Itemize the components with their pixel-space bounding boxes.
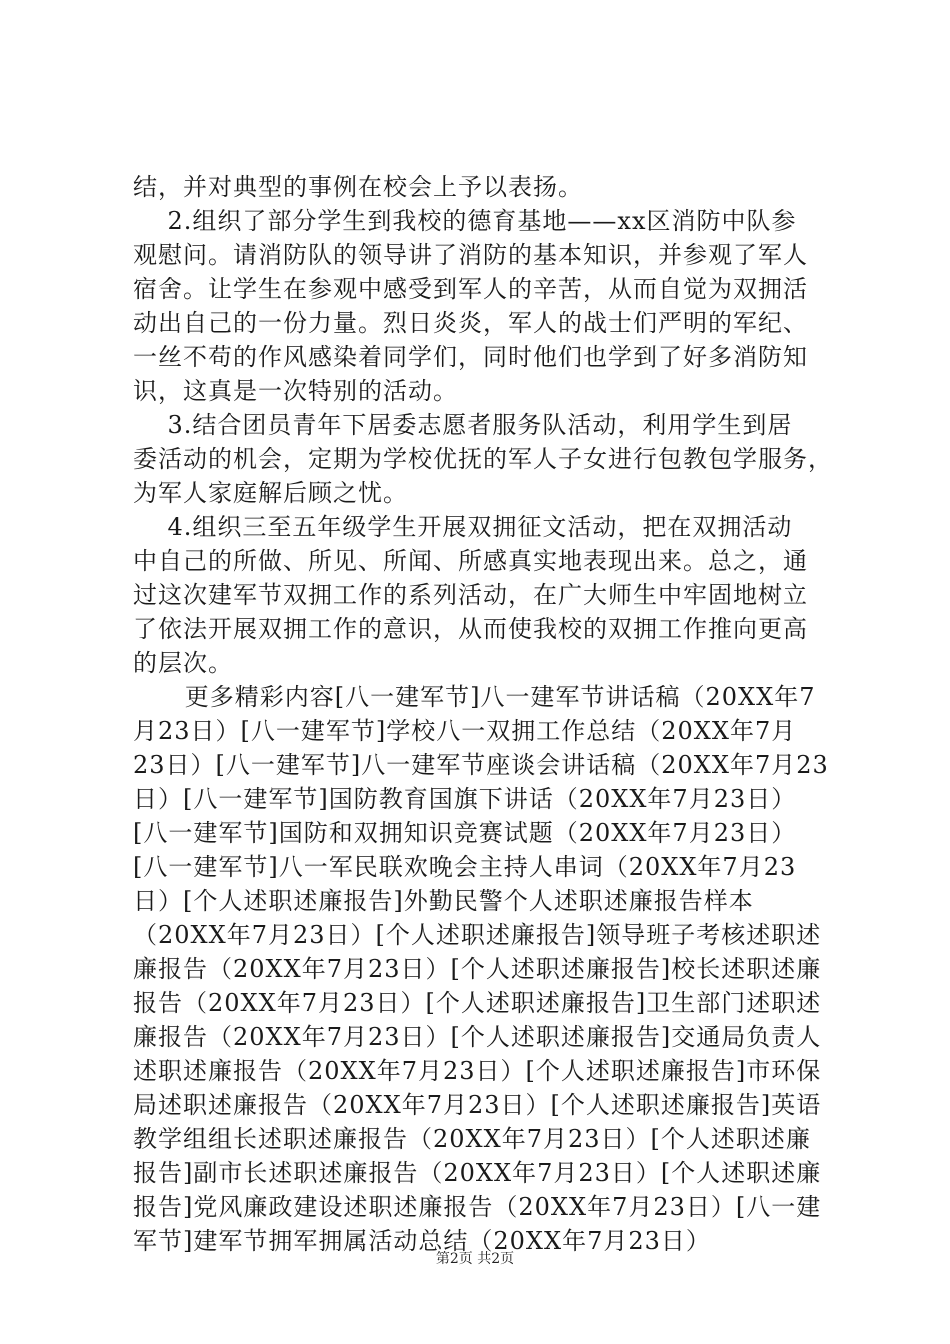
text-line: 动出自己的一份力量。烈日炎炎，军人的战士们严明的军纪、	[133, 309, 808, 337]
text-line: 廉报告（20XX年7月23日）[个人述职述廉报告]校长述职述廉	[133, 955, 822, 983]
text-line: 中自己的所做、所见、所闻、所感真实地表现出来。总之，通	[133, 547, 808, 575]
text-line: 过这次建军节双拥工作的系列活动，在广大师生中牢固地树立	[133, 581, 808, 609]
text-line: 更多精彩内容[八一建军节]八一建军节讲话稿（20XX年7	[133, 683, 816, 711]
text-line: 4.组织三至五年级学生开展双拥征文活动，把在双拥活动	[133, 513, 793, 541]
text-line: 一丝不苟的作风感染着同学们，同时他们也学到了好多消防知	[133, 343, 808, 371]
text-line: 3.结合团员青年下居委志愿者服务队活动，利用学生到居	[133, 411, 793, 439]
text-line: 结，并对典型的事例在校会上予以表扬。	[133, 173, 583, 201]
page-footer	[0, 1248, 950, 1268]
text-line: 为军人家庭解后顾之忧。	[133, 479, 408, 507]
text-line: 报告（20XX年7月23日）[个人述职述廉报告]卫生部门述职述	[133, 989, 822, 1017]
text-line: 军节]建军节拥军拥属活动总结（20XX年7月23日）	[133, 1227, 711, 1255]
text-line: 日）[八一建军节]国防教育国旗下讲话（20XX年7月23日）	[133, 785, 797, 813]
text-line: 23日）[八一建军节]八一建军节座谈会讲话稿（20XX年7月23	[133, 751, 829, 779]
text-line: （20XX年7月23日）[个人述职述廉报告]领导班子考核述职述	[133, 921, 822, 949]
text-line: 月23日）[八一建军节]学校八一双拥工作总结（20XX年7月	[133, 717, 797, 745]
text-line: 教学组组长述职述廉报告（20XX年7月23日）[个人述职述廉	[133, 1125, 811, 1153]
text-line: 识，这真是一次特别的活动。	[133, 377, 458, 405]
text-line: 报告]党风廉政建设述职述廉报告（20XX年7月23日）[八一建	[133, 1193, 822, 1221]
text-line: 宿舍。让学生在参观中感受到军人的辛苦，从而自觉为双拥活	[133, 275, 808, 303]
text-line: 报告]副市长述职述廉报告（20XX年7月23日）[个人述职述廉	[133, 1159, 822, 1187]
text-line: 了依法开展双拥工作的意识，从而使我校的双拥工作推向更高	[133, 615, 808, 643]
text-line: [八一建军节]国防和双拥知识竞赛试题（20XX年7月23日）	[133, 819, 797, 847]
text-line: 委活动的机会，定期为学校优抚的军人子女进行包教包学服务，	[133, 445, 833, 473]
text-line: 述职述廉报告（20XX年7月23日）[个人述职述廉报告]市环保	[133, 1057, 822, 1085]
text-line: 日）[个人述职述廉报告]外勤民警个人述职述廉报告样本	[133, 887, 754, 915]
text-line: [八一建军节]八一军民联欢晚会主持人串词（20XX年7月23	[133, 853, 797, 881]
document-body	[133, 170, 835, 1258]
text-line: 2.组织了部分学生到我校的德育基地——xx区消防中队参	[133, 207, 797, 235]
text-line: 廉报告（20XX年7月23日）[个人述职述廉报告]交通局负责人	[133, 1023, 822, 1051]
text-line: 的层次。	[133, 649, 233, 677]
page-number: 第2页 共2页	[435, 1251, 515, 1267]
text-line: 局述职述廉报告（20XX年7月23日）[个人述职述廉报告]英语	[133, 1091, 822, 1119]
text-line: 观慰问。请消防队的领导讲了消防的基本知识，并参观了军人	[133, 241, 808, 269]
